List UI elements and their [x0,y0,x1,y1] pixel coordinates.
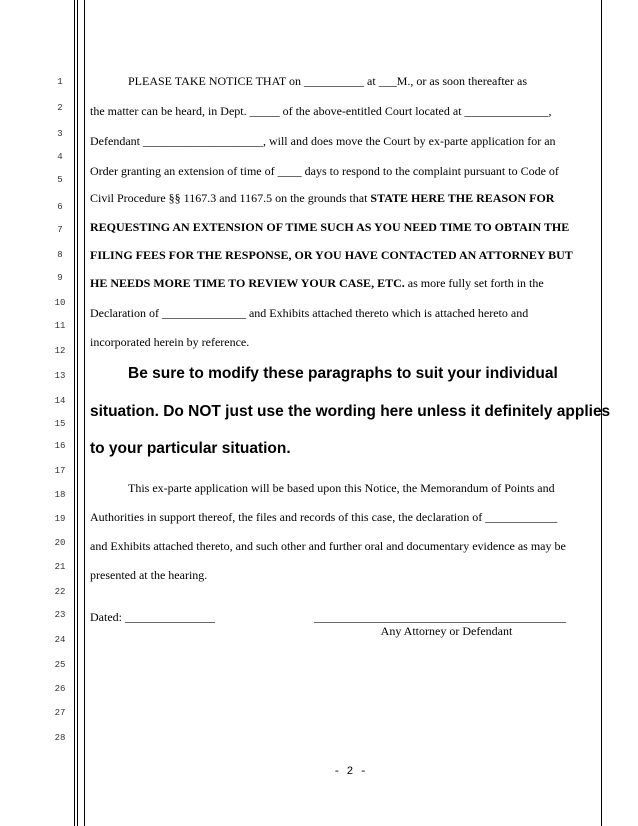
application-line-4: presented at the hearing. [90,568,208,582]
notice-line-7: FILING FEES FOR THE RESPONSE, OR YOU HAVE CONTACTED AN ATTORNEY BUT [90,248,573,262]
line-number: 6 [57,202,63,212]
notice-line-9: Declaration of ______________ and Exhibits attached thereto which is attached hereto and [90,306,529,320]
line-number: 25 [54,660,66,670]
notice-line-5-text: Civil Procedure §§ 1167.3 and 1167.5 on the grounds that [90,191,371,205]
notice-line-1: PLEASE TAKE NOTICE THAT on __________ at ___M., or as soon thereafter as [128,74,527,88]
line-number: 27 [54,708,66,718]
line-number: 9 [57,273,63,283]
left-margin-rule [74,0,75,826]
left-margin-rule-double [77,0,78,826]
line-number: 12 [54,346,66,356]
line-number: 18 [54,490,66,500]
notice-line-6: REQUESTING AN EXTENSION OF TIME SUCH AS YOU NEED TIME TO OBTAIN THE [90,220,570,234]
notice-line-8-text: as more fully set forth in the [404,276,544,290]
warning-line-2: situation. Do NOT just use the wording here unless it definitely applies [90,403,611,420]
signature-line: __________________________________________ [314,610,566,624]
line-number: 14 [54,396,66,406]
notice-line-8 [90,276,544,290]
line-number: 21 [54,562,66,572]
line-number: 3 [57,129,63,139]
notice-line-2: the matter can be heard, in Dept. _____ of the above-entitled Court located at ______________, [90,104,552,118]
notice-line-5 [90,191,554,205]
line-number: 13 [54,371,66,381]
notice-line-10: incorporated herein by reference. [90,335,250,349]
line-number: 7 [57,225,63,235]
application-line-2: Authorities in support thereof, the files and records of this case, the declaration of ____________ [90,510,558,524]
line-number: 20 [54,538,66,548]
dated-line: Dated: _______________ [90,610,215,624]
line-number: 5 [57,175,63,185]
line-number: 4 [57,152,63,162]
signer-name: Any Attorney or Defendant [380,624,513,638]
warning-line-3: to your particular situation. [90,440,291,457]
line-number: 2 [57,103,63,113]
line-number: 1 [57,77,63,87]
line-number: 23 [54,610,66,620]
line-number: 26 [54,684,66,694]
line-number: 19 [54,514,66,524]
application-line-1: This ex-parte application will be based upon this Notice, the Memorandum of Points and [128,481,555,495]
line-number: 24 [54,635,66,645]
line-number: 11 [54,321,66,331]
warning-line-1: Be sure to modify these paragraphs to suit your individual [128,365,558,382]
line-number: 17 [54,466,66,476]
page-number: - 2 - [333,766,367,778]
line-number: 22 [54,587,66,597]
line-number: 16 [54,441,66,451]
line-number: 15 [54,419,66,429]
left-margin-rule-inner [84,0,85,826]
line-number: 10 [54,298,66,308]
reason-bold-text-end: HE NEEDS MORE TIME TO REVIEW YOUR CASE, ETC. [90,276,405,290]
reason-bold-text: STATE HERE THE REASON FOR [370,191,555,205]
application-line-3: and Exhibits attached thereto, and such other and further oral and documentary evidence as may be [90,539,566,553]
notice-line-3: Defendant ____________________, will and does move the Court by ex-parte application for an [90,134,556,148]
notice-line-4: Order granting an extension of time of ____ days to respond to the complaint pursuant to Code of [90,164,559,178]
line-number: 8 [57,250,63,260]
line-number: 28 [54,733,66,743]
